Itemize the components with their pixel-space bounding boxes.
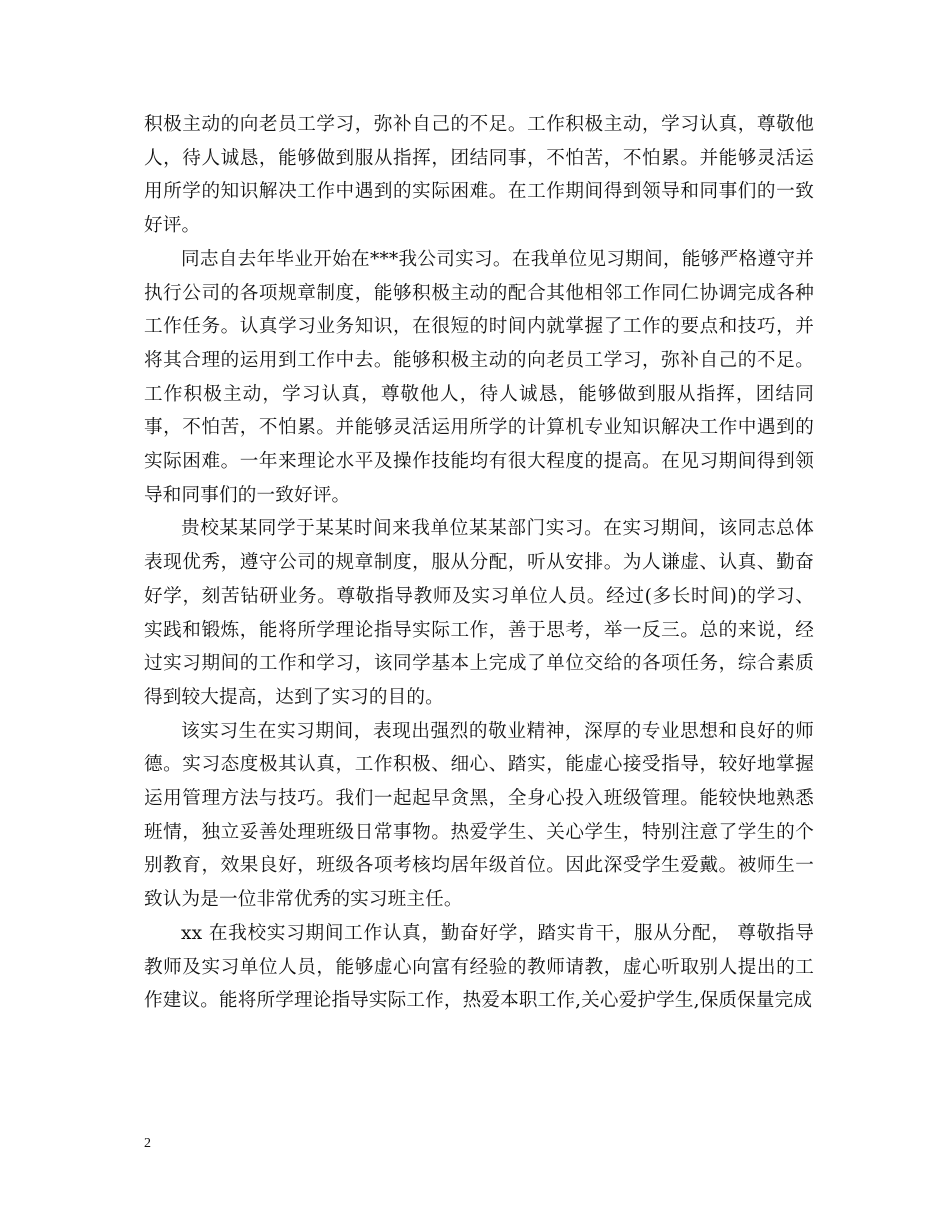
paragraph-3: 贵校某某同学于某某时间来我单位某某部门实习。在实习期间，该同志总体表现优秀，遵守公司的规章制度，服从分配，听从安排。为人谦虚、认真、勤奋好学，刻苦钻研业务。尊敬指导教师及实习单位人员。经过(多长时间)的学习、实践和锻炼，能将所学理论指导实际工作，善于思考，举一反三。总的来说，经过实习期间的工作和学习，该同学基本上完成了单位交给的各项任务，综合素质得到较大提高，达到了实习的目的。 (144, 518, 814, 708)
document-body (144, 108, 814, 1018)
page-number: 2 (144, 1136, 151, 1151)
paragraph-4: 该实习生在实习期间，表现出强烈的敬业精神，深厚的专业思想和良好的师德。实习态度极其认真，工作积极、细心、踏实，能虚心接受指导，较好地掌握运用管理方法与技巧。我们一起起早贪黑，全身心投入班级管理。能较快地熟悉班情，独立妥善处理班级日常事物。热爱学生、关心学生，特别注意了学生的个别教育，效果良好，班级各项考核均居年级首位。因此深受学生爱戴。被师生一致认为是一位非常优秀的实习班主任。 (144, 720, 814, 911)
paragraph-1: 积极主动的向老员工学习，弥补自己的不足。工作积极主动，学习认真，尊敬他人，待人诚恳，能够做到服从指挥，团结同事，不怕苦，不怕累。并能够灵活运用所学的知识解决工作中遇到的实际困难。在工作期间得到领导和同事们的一致好评。 (144, 114, 814, 237)
paragraph-5: xx 在我校实习期间工作认真，勤奋好学，踏实肯干，服从分配， 尊敬指导教师及实习单位人员，能够虚心向富有经验的教师请教，虚心听取别人提出的工作建议。能将所学理论指导实际工作，热爱本职工作,关心爱护学生,保质保量完成 (144, 922, 814, 1012)
paragraph-2: 同志自去年毕业开始在***我公司实习。在我单位见习期间，能够严格遵守并执行公司的各项规章制度，能够积极主动的配合其他相邻工作同仁协调完成各种工作任务。认真学习业务知识，在很短的时间内就掌握了工作的要点和技巧，并将其合理的运用到工作中去。能够积极主动的向老员工学习，弥补自己的不足。工作积极主动，学习认真，尊敬他人，待人诚恳，能够做到服从指挥，团结同事，不怕苦，不怕累。并能够灵活运用所学的计算机专业知识解决工作中遇到的实际困难。一年来理论水平及操作技能均有很大程度的提高。在见习期间得到领导和同事们的一致好评。 (144, 248, 814, 506)
